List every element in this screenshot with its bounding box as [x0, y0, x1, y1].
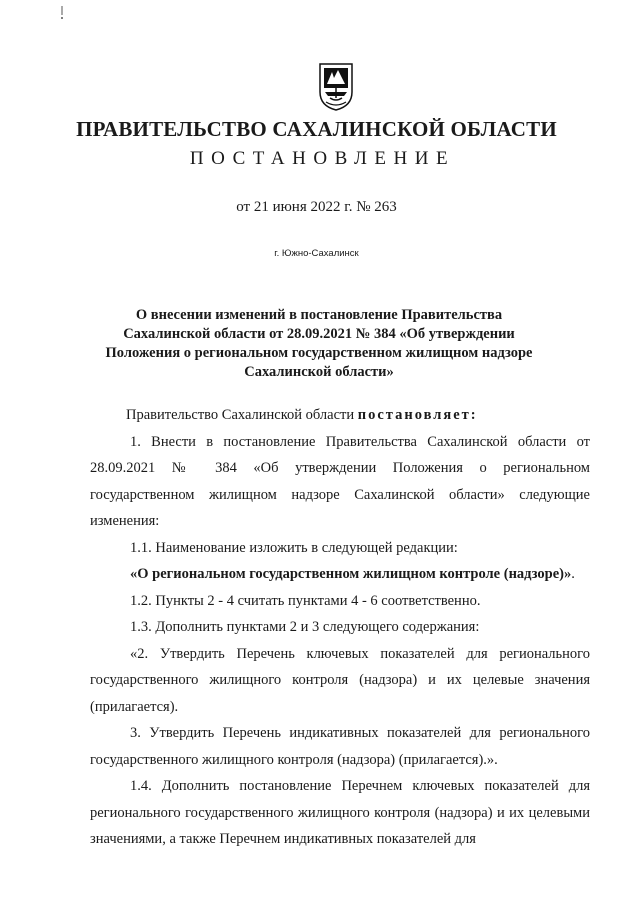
paragraph-1-2: 1.2. Пункты 2 - 4 считать пунктами 4 - 6 соответственно.	[130, 592, 481, 609]
organization-heading: ПРАВИТЕЛЬСТВО САХАЛИНСКОЙ ОБЛАСТИ	[76, 117, 557, 141]
preamble-text: Правительство Сахалинской области	[126, 407, 358, 423]
paragraph-1: 1. Внести в постановление Правительства Сахалинской области от 28.09.2021 № 384 «Об утверждении Положения о региональном государственном жилищном надзоре Сахалинской области» следующие изменения:	[90, 433, 590, 529]
quoted-item-2: «2. Утвердить Перечень ключевых показателей для регионального государственного жилищного контроля (надзора) и их целевые значения (прилагается).	[90, 645, 590, 715]
quote-end: .	[571, 566, 575, 582]
quoted-item-3: 3. Утвердить Перечень индикативных показателей для регионального государственного жилищного контроля (надзора) (прилагается).».	[90, 725, 590, 768]
city-line: г. Южно-Сахалинск	[274, 248, 359, 259]
document-title: О внесении изменений в постановление Правительства Сахалинской области от 28.09.2021 № 384 «Об утверждении Положения о региональном государственном жилищном надзоре Сахалинской области»	[105, 307, 533, 380]
paragraph-1-3: 1.3. Дополнить пунктами 2 и 3 следующего содержания:	[130, 619, 480, 635]
date-number-line: от 21 июня 2022 г. № 263	[236, 199, 397, 215]
scan-mark-icon	[60, 6, 64, 20]
preamble-emphasis: постановляет:	[357, 407, 478, 423]
quote-new-title: «О региональном государственном жилищном контроле (надзоре)»	[130, 566, 572, 582]
document-body	[90, 402, 590, 853]
document-type-heading: ПОСТАНОВЛЕНИЕ	[189, 148, 456, 169]
coat-of-arms-icon	[318, 62, 354, 112]
paragraph-1-1-quote	[90, 561, 590, 588]
paragraph-1-4: 1.4. Дополнить постановление Перечнем ключевых показателей для регионального государственного жилищного контроля (надзора) и их целевыми значениями, а также Перечнем индикативных показателей для	[90, 778, 590, 847]
preamble-paragraph	[90, 402, 590, 429]
paragraph-1-1: 1.1. Наименование изложить в следующей редакции:	[130, 539, 458, 556]
